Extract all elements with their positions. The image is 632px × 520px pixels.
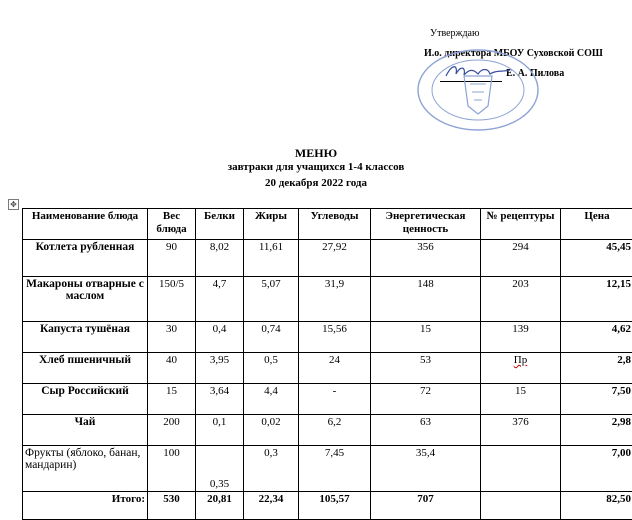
- column-header: Белки: [196, 209, 244, 240]
- column-header: № рецептуры: [481, 209, 561, 240]
- dish-name: Капуста тушёная: [23, 322, 148, 353]
- menu-title: МЕНЮ: [0, 146, 632, 161]
- total-recipe: [481, 492, 561, 520]
- dish-name: Сыр Российский: [23, 384, 148, 415]
- dish-protein: 4,7: [196, 277, 244, 322]
- dish-energy: 72: [371, 384, 481, 415]
- dish-price: 45,45: [561, 240, 632, 277]
- dish-price: 4,62: [561, 322, 632, 353]
- dish-protein: 3,95: [196, 353, 244, 384]
- menu-table: [22, 208, 632, 520]
- total-label: Итого:: [23, 492, 148, 520]
- dish-name: Фрукты (яблоко, банан, мандарин): [23, 446, 148, 492]
- dish-energy: 356: [371, 240, 481, 277]
- table-row: [23, 240, 632, 277]
- total-protein: 20,81: [196, 492, 244, 520]
- dish-name: Котлета рубленная: [23, 240, 148, 277]
- table-row: [23, 384, 632, 415]
- column-header: Жиры: [244, 209, 299, 240]
- dish-recipe: 294: [481, 240, 561, 277]
- dish-weight: 30: [148, 322, 196, 353]
- dish-price: 2,8: [561, 353, 632, 384]
- column-header: Вес блюда: [148, 209, 196, 240]
- dish-protein: 0,1: [196, 415, 244, 446]
- dish-recipe: 15: [481, 384, 561, 415]
- dish-recipe: 139: [481, 322, 561, 353]
- dish-carbs: 7,45: [299, 446, 371, 492]
- dish-recipe: 203: [481, 277, 561, 322]
- dish-fat: 5,07: [244, 277, 299, 322]
- dish-carbs: 27,92: [299, 240, 371, 277]
- dish-name: Макароны отварные с маслом: [23, 277, 148, 322]
- dish-fat: 11,61: [244, 240, 299, 277]
- total-weight: 530: [148, 492, 196, 520]
- dish-fat: 0,02: [244, 415, 299, 446]
- total-fat: 22,34: [244, 492, 299, 520]
- dish-protein: 8,02: [196, 240, 244, 277]
- approver-name: Е. А. Пилова: [506, 68, 564, 80]
- dish-recipe: 376: [481, 415, 561, 446]
- column-header: Наименование блюда: [23, 209, 148, 240]
- dish-energy: 148: [371, 277, 481, 322]
- table-row: [23, 415, 632, 446]
- dish-fat: 4,4: [244, 384, 299, 415]
- total-row: [23, 492, 632, 520]
- menu-subtitle: завтраки для учащихся 1-4 классов: [0, 161, 632, 173]
- dish-energy: 35,4: [371, 446, 481, 492]
- dish-name: Чай: [23, 415, 148, 446]
- table-row: [23, 446, 632, 492]
- column-header: Углеводы: [299, 209, 371, 240]
- dish-weight: 100: [148, 446, 196, 492]
- total-energy: 707: [371, 492, 481, 520]
- dish-weight: 90: [148, 240, 196, 277]
- dish-weight: 15: [148, 384, 196, 415]
- column-header: Энергетическая ценность: [371, 209, 481, 240]
- dish-price: 7,50: [561, 384, 632, 415]
- table-row: [23, 322, 632, 353]
- dish-protein: 3,64: [196, 384, 244, 415]
- dish-protein: 0,35: [196, 446, 244, 492]
- recipe-code: Пр: [514, 354, 527, 366]
- total-price: 82,50: [561, 492, 632, 520]
- menu-date: 20 декабря 2022 года: [0, 177, 632, 189]
- dish-weight: 200: [148, 415, 196, 446]
- dish-carbs: 6,2: [299, 415, 371, 446]
- dish-price: 12,15: [561, 277, 632, 322]
- table-row: [23, 353, 632, 384]
- dish-energy: 63: [371, 415, 481, 446]
- table-header-row: [23, 209, 632, 240]
- dish-fat: 0,3: [244, 446, 299, 492]
- dish-carbs: -: [299, 384, 371, 415]
- dish-carbs: 24: [299, 353, 371, 384]
- handwritten-signature: [444, 60, 514, 82]
- dish-protein: 0,4: [196, 322, 244, 353]
- dish-recipe: [481, 446, 561, 492]
- approval-heading: Утверждаю: [430, 28, 479, 40]
- dish-recipe: [481, 353, 561, 384]
- dish-fat: 0,5: [244, 353, 299, 384]
- dish-energy: 15: [371, 322, 481, 353]
- table-move-handle-icon[interactable]: ✥: [8, 199, 19, 210]
- dish-name: Хлеб пшеничный: [23, 353, 148, 384]
- approval-position: И.о. директора МБОУ Суховской СОШ: [424, 48, 603, 60]
- column-header: Цена: [561, 209, 632, 240]
- dish-weight: 40: [148, 353, 196, 384]
- dish-energy: 53: [371, 353, 481, 384]
- dish-weight: 150/5: [148, 277, 196, 322]
- dish-carbs: 15,56: [299, 322, 371, 353]
- dish-price: 7,00: [561, 446, 632, 492]
- dish-price: 2,98: [561, 415, 632, 446]
- dish-carbs: 31,9: [299, 277, 371, 322]
- dish-fat: 0,74: [244, 322, 299, 353]
- table-row: [23, 277, 632, 322]
- total-carbs: 105,57: [299, 492, 371, 520]
